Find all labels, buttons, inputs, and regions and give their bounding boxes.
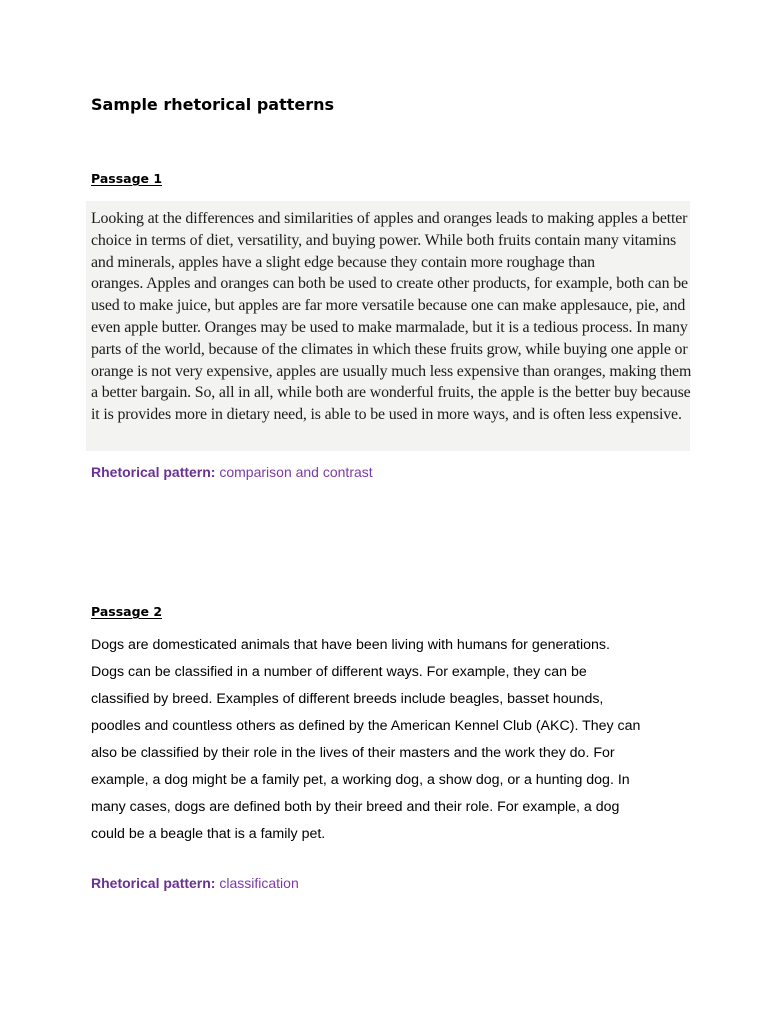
scanned-line: orange is not very expensive, apples are usually much less expensive than oranges, making them: [91, 362, 692, 380]
rhetorical-pattern-value: comparison and contrast: [219, 464, 373, 480]
passage-2-heading: Passage 2: [91, 604, 163, 619]
body-line: Dogs are domesticated animals that have been living with humans for generations.: [91, 637, 610, 653]
rhetorical-pattern-label: Rhetorical pattern:: [91, 464, 216, 480]
scanned-line: it is provides more in dietary need, is able to be used in more ways, and is often less expensive.: [91, 406, 682, 424]
scanned-line: Looking at the differences and similarities of apples and oranges leads to making apples a better: [91, 210, 688, 227]
scanned-line: a better bargain. So, all in all, while both are wonderful fruits, the apple is the better buy because: [91, 384, 691, 402]
rhetorical-pattern-label: Rhetorical pattern:: [91, 875, 216, 891]
body-line: Dogs can be classified in a number of different ways. For example, they can be: [91, 664, 587, 680]
passage-2-rhetorical-pattern: [91, 875, 299, 891]
scanned-line: choice in terms of diet, versatility, and buying power. While both fruits contain many vitamins: [91, 231, 677, 249]
scanned-line: oranges. Apples and oranges can both be used to create other products, for example, both can be: [91, 275, 688, 293]
scanned-line: and minerals, apples have a slight edge because they contain more roughage than: [91, 253, 595, 271]
body-line: many cases, dogs are defined both by their breed and their role. For example, a dog: [91, 799, 620, 815]
scanned-line: used to make juice, but apples are far more versatile because one can make applesauce, pie, and: [91, 297, 686, 315]
passage-1-heading: Passage 1: [91, 171, 163, 186]
passage-2-body: [91, 632, 640, 848]
body-line: poodles and countless others as defined by the American Kennel Club (AKC). They can: [91, 718, 641, 734]
document-title: Sample rhetorical patterns: [91, 95, 335, 114]
body-line: example, a dog might be a family pet, a working dog, a show dog, or a hunting dog. In: [91, 772, 630, 788]
passage-1-scanned-excerpt: [86, 201, 690, 451]
body-line: could be a beagle that is a family pet.: [91, 826, 326, 842]
body-line: classified by breed. Examples of different breeds include beagles, basset hounds,: [91, 691, 604, 707]
passage-1-rhetorical-pattern: [91, 464, 373, 480]
scanned-line: parts of the world, because of the climates in which these fruits grow, while buying one apple or: [91, 340, 688, 358]
scanned-line: even apple butter. Oranges may be used to make marmalade, but it is a tedious process. In many: [91, 318, 688, 336]
rhetorical-pattern-value: classification: [219, 875, 299, 891]
body-line: also be classified by their role in the lives of their masters and the work they do. For: [91, 745, 615, 761]
